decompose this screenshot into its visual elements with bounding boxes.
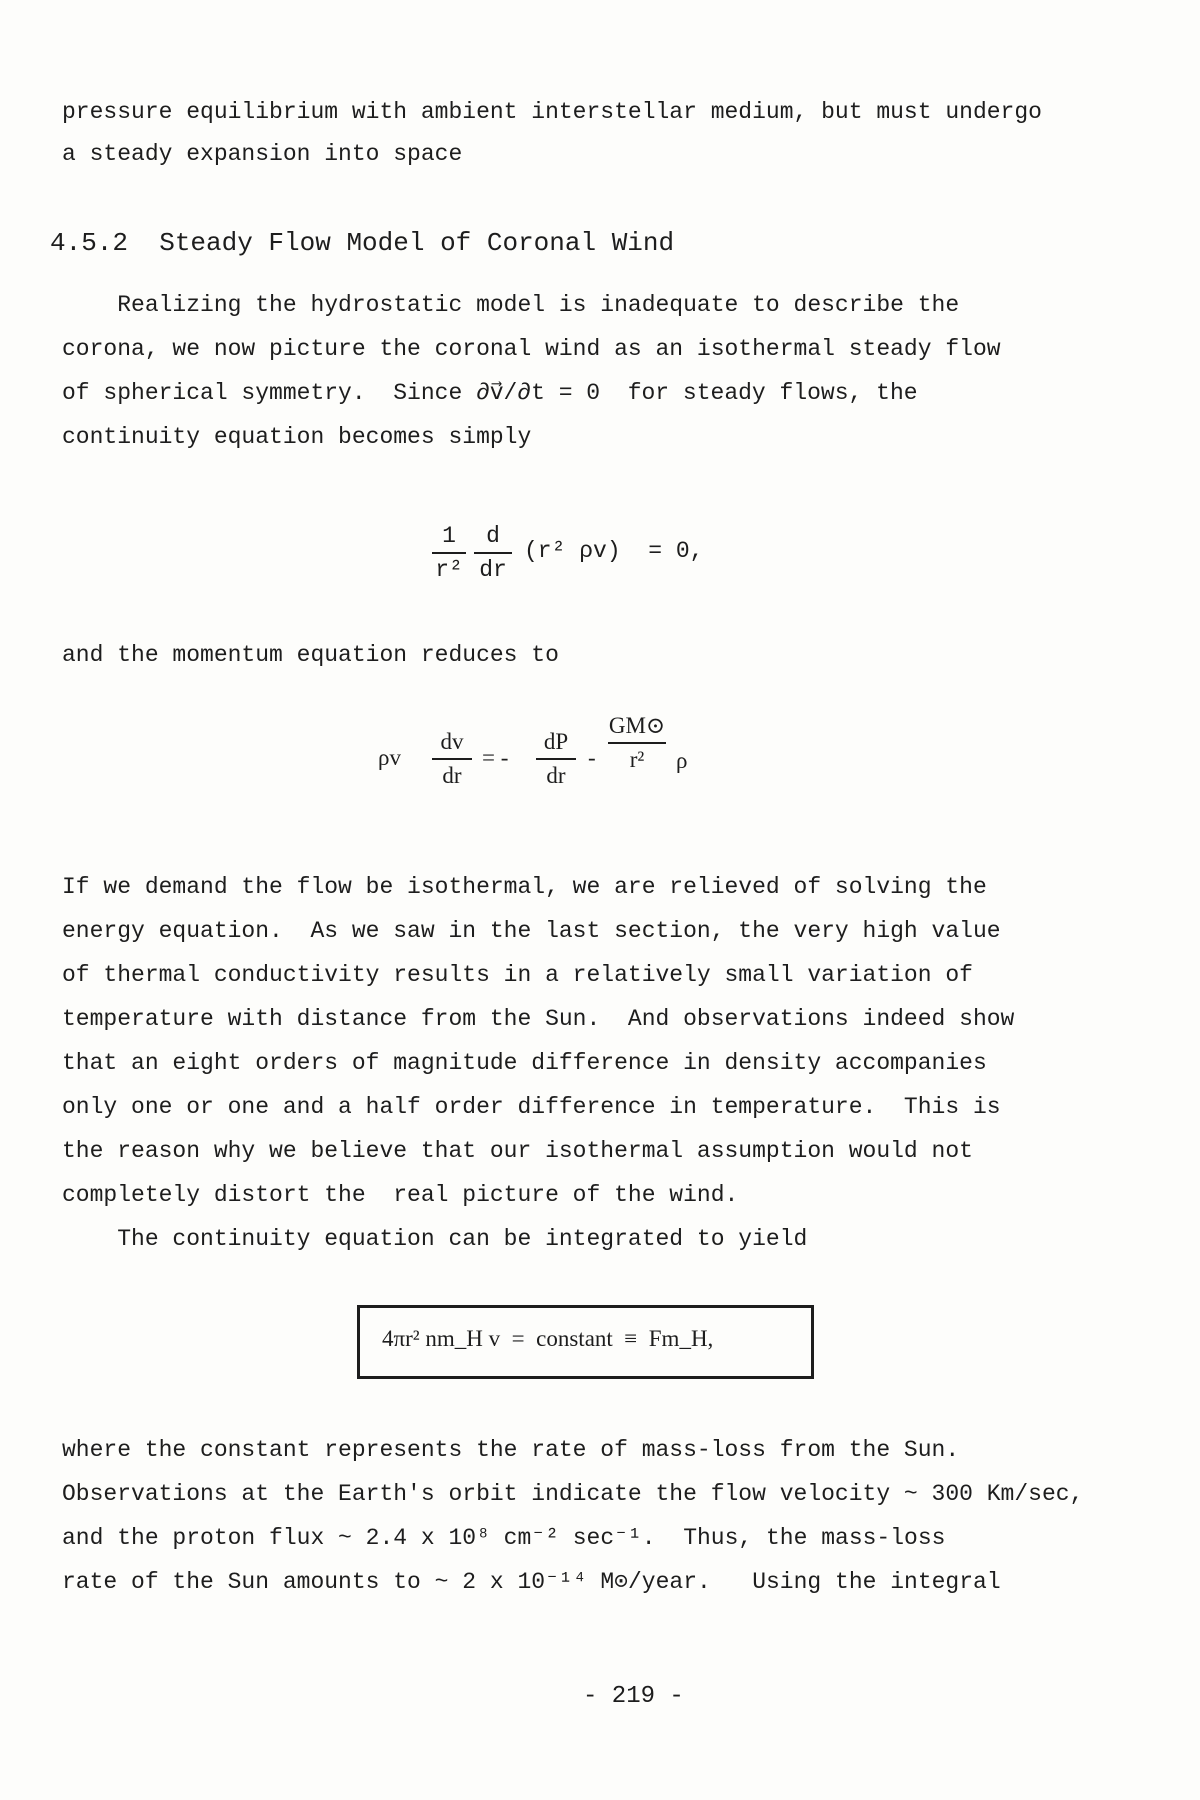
para3-line-8: completely distort the real picture of the wind. (62, 1182, 739, 1208)
para4-line-3: and the proton flux ~ 2.4 x 10⁸ cm⁻² sec⁻¹. Thus, the mass-loss (62, 1525, 946, 1551)
eq1-fraction-2: d dr (474, 522, 512, 584)
para3-line-4: temperature with distance from the Sun. And observations indeed show (62, 1006, 1015, 1032)
para4-line-1: where the constant represents the rate of mass-loss from the Sun. (62, 1437, 960, 1463)
para1-line-1: Realizing the hydrostatic model is inadequate to describe the (62, 292, 960, 318)
eq1-rest: (r² ρv) = 0, (524, 538, 704, 564)
eq2-fraction-dv-dr: dv dr (432, 728, 472, 790)
eq2-equals-minus: = - (482, 745, 509, 770)
boxed-mass-flux-equation (357, 1305, 814, 1379)
para1-line-3: of spherical symmetry. Since ∂v⃗/∂t = 0 for steady flows, the (62, 380, 918, 406)
para3-line-7: the reason why we believe that our isothermal assumption would not (62, 1138, 973, 1164)
para1-line-2: corona, we now picture the coronal wind as an isothermal steady flow (62, 336, 1001, 362)
para3-line-9: The continuity equation can be integrated to yield (62, 1226, 808, 1252)
eq1-fraction-1: 1 r² (432, 522, 466, 584)
eq2-lhs: ρv (378, 745, 401, 770)
para4-line-2: Observations at the Earth's orbit indicate the flow velocity ~ 300 Km/sec, (62, 1481, 1084, 1507)
eq2-rho: ρ (676, 748, 688, 773)
para3-line-5: that an eight orders of magnitude difference in density accompanies (62, 1050, 987, 1076)
eq2-fraction-gm-r2: GM⊙ r² (608, 713, 666, 772)
intro-line-2: a steady expansion into space (62, 141, 463, 167)
section-heading: 4.5.2 Steady Flow Model of Coronal Wind (50, 228, 675, 258)
para3-line-1: If we demand the flow be isothermal, we are relieved of solving the (62, 874, 987, 900)
para3-line-3: of thermal conductivity results in a relatively small variation of (62, 962, 973, 988)
page-number: - 219 - (583, 1683, 684, 1710)
para3-line-6: only one or one and a half order difference in temperature. This is (62, 1094, 1001, 1120)
para4-line-4: rate of the Sun amounts to ~ 2 x 10⁻¹⁴ M⊙/year. Using the integral (62, 1569, 1001, 1595)
para2-line-1: and the momentum equation reduces to (62, 642, 559, 668)
para1-line-4: continuity equation becomes simply (62, 424, 532, 450)
mass-flux-expression: 4πr² nm_H v = constant ≡ Fm_H, (382, 1326, 714, 1351)
eq2-fraction-dp-dr: dP dr (536, 728, 576, 790)
eq2-minus: - (588, 745, 596, 770)
para3-line-2: energy equation. As we saw in the last section, the very high value (62, 918, 1001, 944)
intro-line-1: pressure equilibrium with ambient interstellar medium, but must undergo (62, 99, 1042, 125)
